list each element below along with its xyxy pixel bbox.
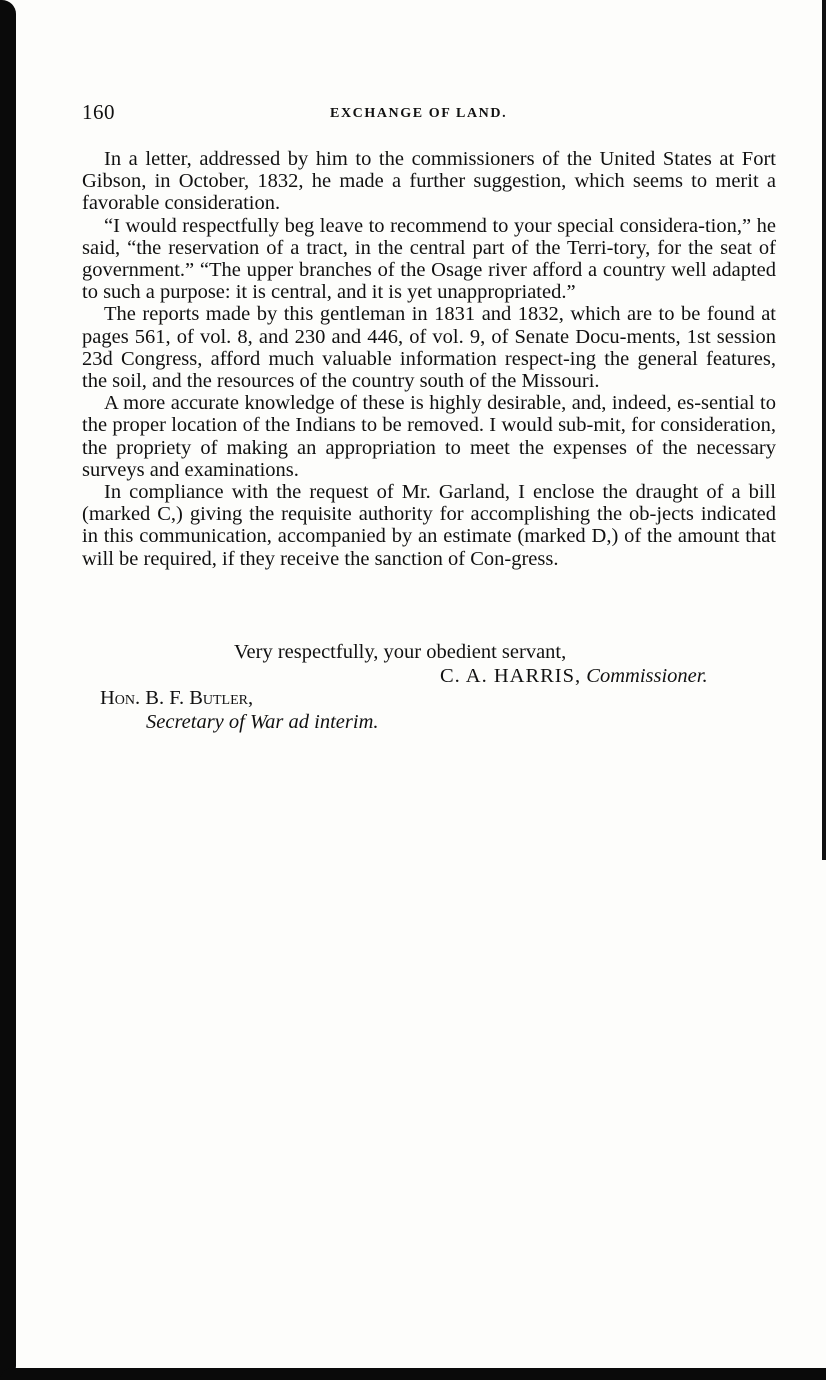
letter-body — [82, 148, 776, 570]
page-number: 160 — [82, 100, 115, 124]
closing-salutation: Very respectfully, your obedient servant, — [234, 641, 567, 663]
page-header — [82, 100, 772, 128]
paragraph: “I would respectfully beg leave to recommend to your special considera-tion,” he said, “the reservation of a tract, in the central part of the Terri-tory, for the seat of government.” “The upper branches of the Osage river afford a country well adapted to such a purpose: it is central, and it is yet unappropriated.” — [82, 214, 776, 304]
paragraph: The reports made by this gentleman in 1831 and 1832, which are to be found at pages 561, of vol. 8, and 230 and 446, of vol. 9, of Senate Docu-ments, 1st session 23d Congress, afford much valuable information respect-ing the general features, the soil, and the resources of the country south of the Missouri. — [82, 303, 776, 393]
paragraph: In compliance with the request of Mr. Garland, I enclose the draught of a bill (marked C,) giving the requisite authority for accomplishing the ob-jects indicated in this communication, accompanied by an estimate (marked D,) of the amount that will be required, if they receive the sanction of Con-gress. — [82, 481, 776, 570]
paragraph: In a letter, addressed by him to the commissioners of the United States at Fort Gibson, in October, 1832, he made a further suggestion, which seems to merit a favorable consideration. — [82, 148, 776, 215]
signer-name: C. A. HARRIS, — [440, 665, 582, 687]
scan-edge-bottom — [0, 1368, 826, 1380]
running-title: EXCHANGE OF LAND. — [330, 106, 508, 121]
paragraph: A more accurate knowledge of these is highly desirable, and, indeed, es-sential to the proper location of the Indians to be removed. I would sub-mit, for consideration, the propriety of making an appropriation to meet the expenses of the necessary surveys and examinations. — [82, 392, 776, 481]
addressee-name-text: Hon. B. F. Butler, — [100, 687, 254, 709]
addressee-name — [100, 686, 253, 710]
scan-edge-right — [822, 0, 826, 860]
addressee-title: Secretary of War ad interim. — [146, 711, 379, 733]
signature-block — [440, 664, 708, 688]
signer-title: Commissioner. — [586, 665, 708, 687]
scan-edge-left — [0, 0, 16, 1380]
